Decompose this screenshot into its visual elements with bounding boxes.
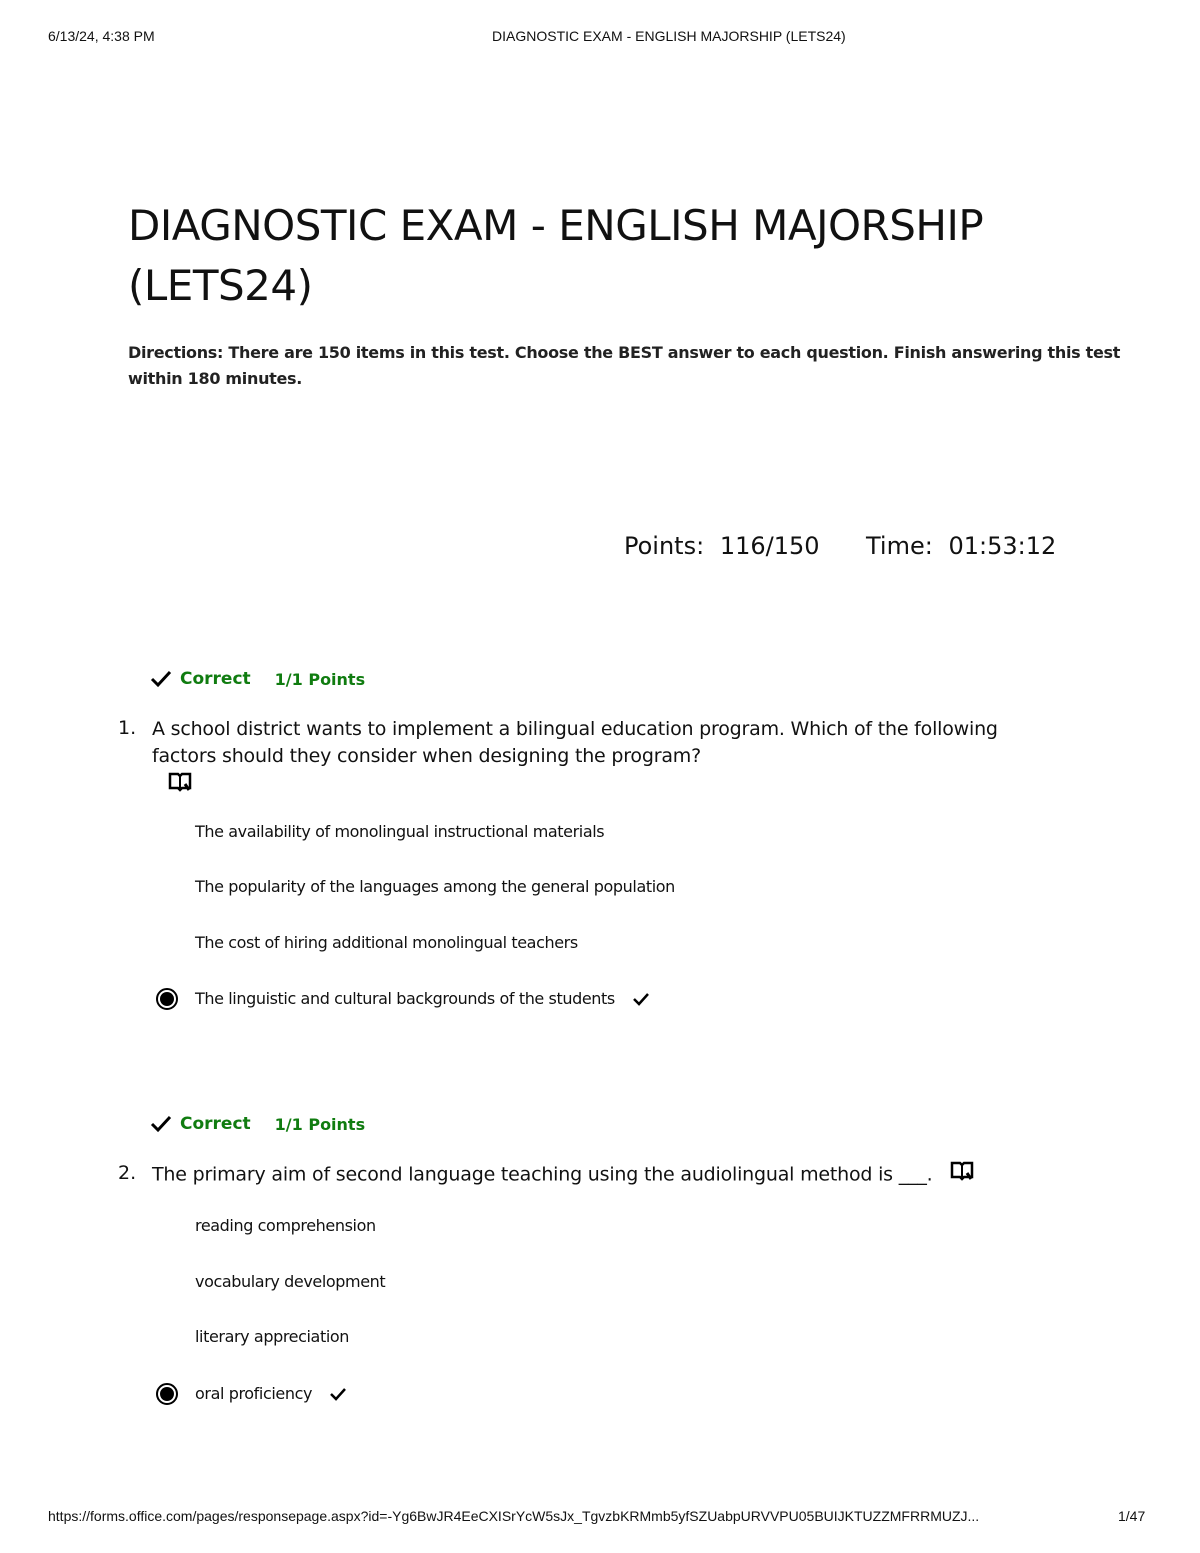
answer-option-label: The cost of hiring additional monolingual teachers (195, 933, 578, 952)
answer-option-selected[interactable] (195, 989, 649, 1008)
form-directions: Directions: There are 150 items in this test. Choose the BEST answer to each question. Finish answering this test within 180 minutes. (128, 343, 1121, 388)
question-text: A school district wants to implement a bilingual education program. Which of the following factors should they consider when designing the program? (152, 718, 998, 767)
points-value: 116/150 (719, 532, 820, 560)
print-page-number: 1/47 (1118, 1508, 1146, 1524)
answer-option[interactable] (195, 1327, 349, 1346)
answer-option-label: literary appreciation (195, 1327, 350, 1346)
answer-option-label: The availability of monolingual instructional materials (195, 822, 605, 841)
check-icon (150, 670, 172, 688)
answer-option-label: The linguistic and cultural backgrounds of the students (195, 989, 615, 1008)
question-status (150, 1114, 365, 1134)
question-number: 1. (118, 717, 137, 739)
immersive-reader-icon[interactable] (168, 772, 192, 797)
check-icon (150, 1115, 172, 1133)
time-label: Time: (866, 532, 933, 560)
answer-option-selected[interactable] (195, 1384, 346, 1403)
answer-option-label: vocabulary development (195, 1272, 386, 1291)
print-doc-title: DIAGNOSTIC EXAM - ENGLISH MAJORSHIP (LETS24) (492, 28, 846, 44)
question-points: 1/1 Points (274, 669, 366, 689)
radio-selected-icon[interactable] (156, 988, 178, 1010)
immersive-reader-icon[interactable] (950, 1161, 974, 1189)
answer-option-label: oral proficiency (195, 1384, 313, 1403)
check-icon (633, 992, 649, 1006)
form-title-line1: DIAGNOSTIC EXAM - ENGLISH MAJORSHIP (128, 201, 984, 250)
question-points: 1/1 Points (274, 1114, 366, 1134)
question-text (152, 1161, 972, 1189)
form-title (128, 196, 1088, 316)
time-value: 01:53:12 (948, 532, 1057, 560)
time-summary (866, 532, 1056, 560)
question-text-content: The primary aim of second language teaching using the audiolingual method is ___. (152, 1163, 933, 1186)
answer-option-label: reading comprehension (195, 1216, 376, 1235)
question-status (150, 669, 365, 689)
form-title-line2: (LETS24) (128, 261, 313, 310)
status-label: Correct (180, 669, 251, 689)
answer-option[interactable] (195, 877, 675, 896)
answer-option[interactable] (195, 1272, 385, 1291)
status-label: Correct (180, 1114, 251, 1134)
answer-option[interactable] (195, 822, 604, 841)
print-url: https://forms.office.com/pages/responsepage.aspx?id=-Yg6BwJR4EeCXISrYcW5sJx_TgvzbKRMmb5yfSZUabpURVVPU05BUIJKTUZZMFRRMUZJ... (48, 1508, 980, 1524)
points-summary (624, 532, 820, 560)
answer-option-label: The popularity of the languages among the general population (195, 877, 675, 896)
answer-option[interactable] (195, 933, 578, 952)
question-number: 2. (118, 1162, 137, 1184)
check-icon (330, 1387, 346, 1401)
answer-option[interactable] (195, 1216, 376, 1235)
print-datetime: 6/13/24, 4:38 PM (48, 28, 155, 44)
radio-selected-icon[interactable] (156, 1383, 178, 1405)
points-label: Points: (624, 532, 705, 560)
